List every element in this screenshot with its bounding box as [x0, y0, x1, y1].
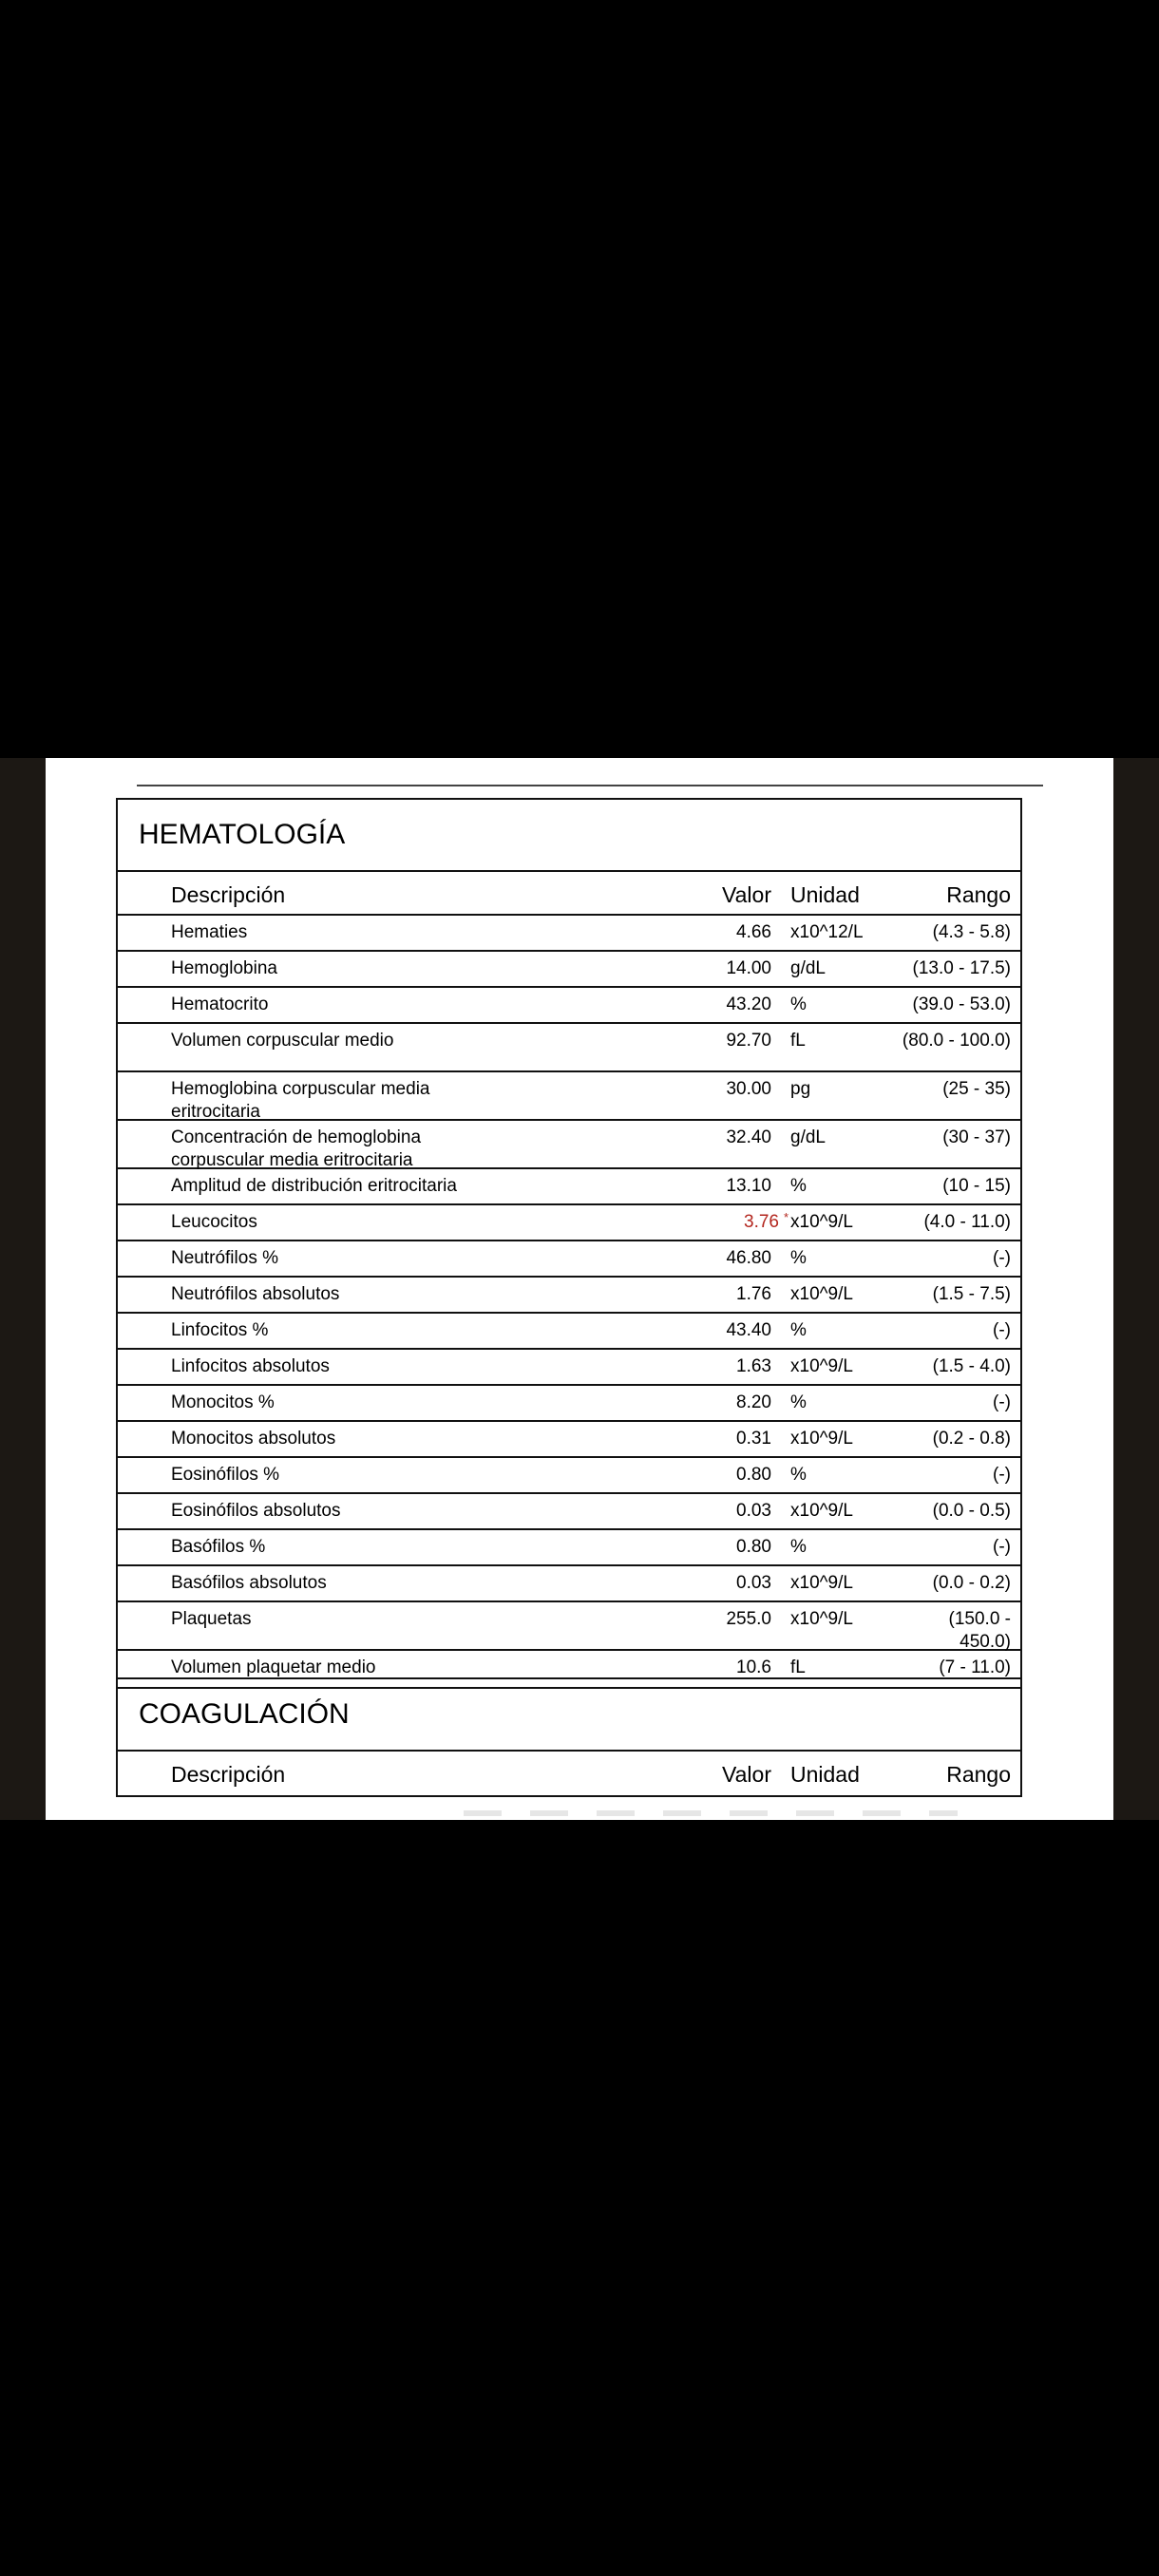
cell-descripcion: Basófilos absolutos: [171, 1573, 327, 1593]
section-title: COAGULACIÓN: [118, 1679, 1020, 1752]
coagulacion-section: [116, 1677, 1022, 1797]
table-row: [118, 1314, 1020, 1350]
section-title: HEMATOLOGÍA: [118, 800, 1020, 872]
cell-valor: 32.40: [726, 1127, 771, 1147]
cell-rango: (7 - 11.0): [939, 1657, 1011, 1677]
cell-descripcion: Leucocitos: [171, 1212, 257, 1232]
cell-valor: 3.76: [744, 1212, 779, 1232]
table-row: [118, 916, 1020, 952]
cell-rango: (1.5 - 7.5): [932, 1284, 1011, 1304]
cell-unidad: x10^9/L: [790, 1501, 853, 1521]
cell-unidad: fL: [790, 1657, 806, 1677]
cell-descripcion: Monocitos absolutos: [171, 1429, 336, 1449]
cell-descripcion: Eosinófilos absolutos: [171, 1501, 341, 1521]
table-row: [118, 1458, 1020, 1494]
cell-unidad: g/dL: [790, 958, 826, 978]
table-row: [118, 1024, 1020, 1072]
cell-valor: 0.03: [736, 1573, 771, 1593]
cell-valor: 4.66: [736, 922, 771, 942]
cell-descripcion: Linfocitos absolutos: [171, 1356, 330, 1376]
cell-descripcion: Amplitud de distribución eritrocitaria: [171, 1176, 457, 1196]
cell-rango: (80.0 - 100.0): [902, 1031, 1011, 1051]
hematologia-section: [116, 798, 1022, 1689]
table-row: [118, 1278, 1020, 1314]
cell-unidad: %: [790, 994, 807, 1014]
table-row: [118, 952, 1020, 988]
cell-valor: 0.80: [736, 1465, 771, 1485]
cell-valor: 14.00: [726, 958, 771, 978]
cell-descripcion: Plaquetas: [171, 1609, 252, 1629]
cell-descripcion: Neutrófilos %: [171, 1248, 278, 1268]
cell-rango: (4.3 - 5.8): [932, 922, 1011, 942]
cell-rango: (4.0 - 11.0): [923, 1212, 1011, 1232]
cell-rango: (-): [993, 1248, 1011, 1268]
col-descripcion: Descripción: [171, 882, 286, 907]
table-row: [118, 1566, 1020, 1602]
cell-rango: (30 - 37): [942, 1127, 1011, 1147]
cell-descripcion: Neutrófilos absolutos: [171, 1284, 340, 1304]
cell-valor: 43.20: [726, 994, 771, 1014]
header-divider: [137, 785, 1043, 786]
cell-unidad: g/dL: [790, 1127, 826, 1147]
table-row: [118, 1494, 1020, 1530]
table-row: [118, 1602, 1020, 1651]
abnormal-flag: *: [783, 1210, 788, 1224]
cell-valor: 0.03: [736, 1501, 771, 1521]
cell-descripcion: Concentración de hemoglobina corpuscular media eritrocitaria: [171, 1127, 422, 1170]
cropped-footer-text: [464, 1810, 958, 1816]
cell-unidad: x10^9/L: [790, 1429, 853, 1449]
cell-rango: (0.2 - 0.8): [932, 1429, 1011, 1449]
cell-rango: (150.0 - 450.0): [948, 1609, 1011, 1652]
table-row: [118, 1169, 1020, 1205]
table-row: [118, 1422, 1020, 1458]
table-row: [118, 988, 1020, 1024]
cell-descripcion: Hematies: [171, 922, 248, 942]
cell-valor: 255.0: [726, 1609, 771, 1629]
table-row: [118, 1241, 1020, 1278]
cell-rango: (-): [993, 1320, 1011, 1340]
cell-unidad: %: [790, 1320, 807, 1340]
cell-unidad: pg: [790, 1079, 811, 1099]
cell-valor: 0.80: [736, 1537, 771, 1557]
table-row: [118, 1072, 1020, 1121]
cell-rango: (39.0 - 53.0): [912, 994, 1011, 1014]
col-rango: Rango: [946, 1762, 1011, 1787]
cell-descripcion: Hemoglobina: [171, 958, 277, 978]
cell-valor: 1.63: [736, 1356, 771, 1376]
cell-descripcion: Monocitos %: [171, 1392, 275, 1412]
cell-valor: 10.6: [736, 1657, 771, 1677]
table-header: [118, 872, 1020, 916]
cell-valor: 13.10: [726, 1176, 771, 1196]
col-unidad: Unidad: [790, 882, 860, 907]
cell-descripcion: Linfocitos %: [171, 1320, 269, 1340]
col-rango: Rango: [946, 882, 1011, 907]
table-row: [118, 1530, 1020, 1566]
table-row: [118, 1350, 1020, 1386]
cell-rango: (0.0 - 0.2): [932, 1573, 1011, 1593]
cell-unidad: x10^9/L: [790, 1212, 853, 1232]
cell-descripcion: Volumen plaquetar medio: [171, 1657, 376, 1677]
cell-rango: (1.5 - 4.0): [932, 1356, 1011, 1376]
cell-descripcion: Eosinófilos %: [171, 1465, 280, 1485]
cell-descripcion: Basófilos %: [171, 1537, 266, 1557]
table-row: [118, 1205, 1020, 1241]
col-valor: Valor: [722, 882, 771, 907]
cell-unidad: %: [790, 1176, 807, 1196]
cell-rango: (-): [993, 1392, 1011, 1412]
table-row: [118, 1121, 1020, 1169]
table-header: [118, 1752, 1020, 1795]
cell-rango: (-): [993, 1465, 1011, 1485]
table-row: [118, 1386, 1020, 1422]
cell-unidad: x10^9/L: [790, 1609, 853, 1629]
col-unidad: Unidad: [790, 1762, 860, 1787]
col-descripcion: Descripción: [171, 1762, 286, 1787]
cell-unidad: %: [790, 1392, 807, 1412]
cell-rango: (10 - 15): [942, 1176, 1011, 1196]
cell-valor: 8.20: [736, 1392, 771, 1412]
cell-valor: 92.70: [726, 1031, 771, 1051]
cell-valor: 43.40: [726, 1320, 771, 1340]
cell-valor: 30.00: [726, 1079, 771, 1099]
cell-unidad: %: [790, 1465, 807, 1485]
cell-rango: (0.0 - 0.5): [932, 1501, 1011, 1521]
cell-unidad: %: [790, 1248, 807, 1268]
cell-rango: (-): [993, 1537, 1011, 1557]
lab-report-page: [46, 758, 1113, 1820]
cell-descripcion: Volumen corpuscular medio: [171, 1031, 394, 1051]
cell-descripcion: Hematocrito: [171, 994, 269, 1014]
cell-unidad: x10^9/L: [790, 1284, 853, 1304]
cell-valor: 1.76: [736, 1284, 771, 1304]
cell-valor: 46.80: [726, 1248, 771, 1268]
cell-unidad: %: [790, 1537, 807, 1557]
cell-unidad: x10^9/L: [790, 1356, 853, 1376]
col-valor: Valor: [722, 1762, 771, 1787]
cell-rango: (25 - 35): [942, 1079, 1011, 1099]
cell-descripcion: Hemoglobina corpuscular media eritrocitaria: [171, 1079, 430, 1122]
cell-unidad: x10^12/L: [790, 922, 864, 942]
cell-rango: (13.0 - 17.5): [912, 958, 1011, 978]
cell-unidad: fL: [790, 1031, 806, 1051]
cell-valor: 0.31: [736, 1429, 771, 1449]
cell-unidad: x10^9/L: [790, 1573, 853, 1593]
